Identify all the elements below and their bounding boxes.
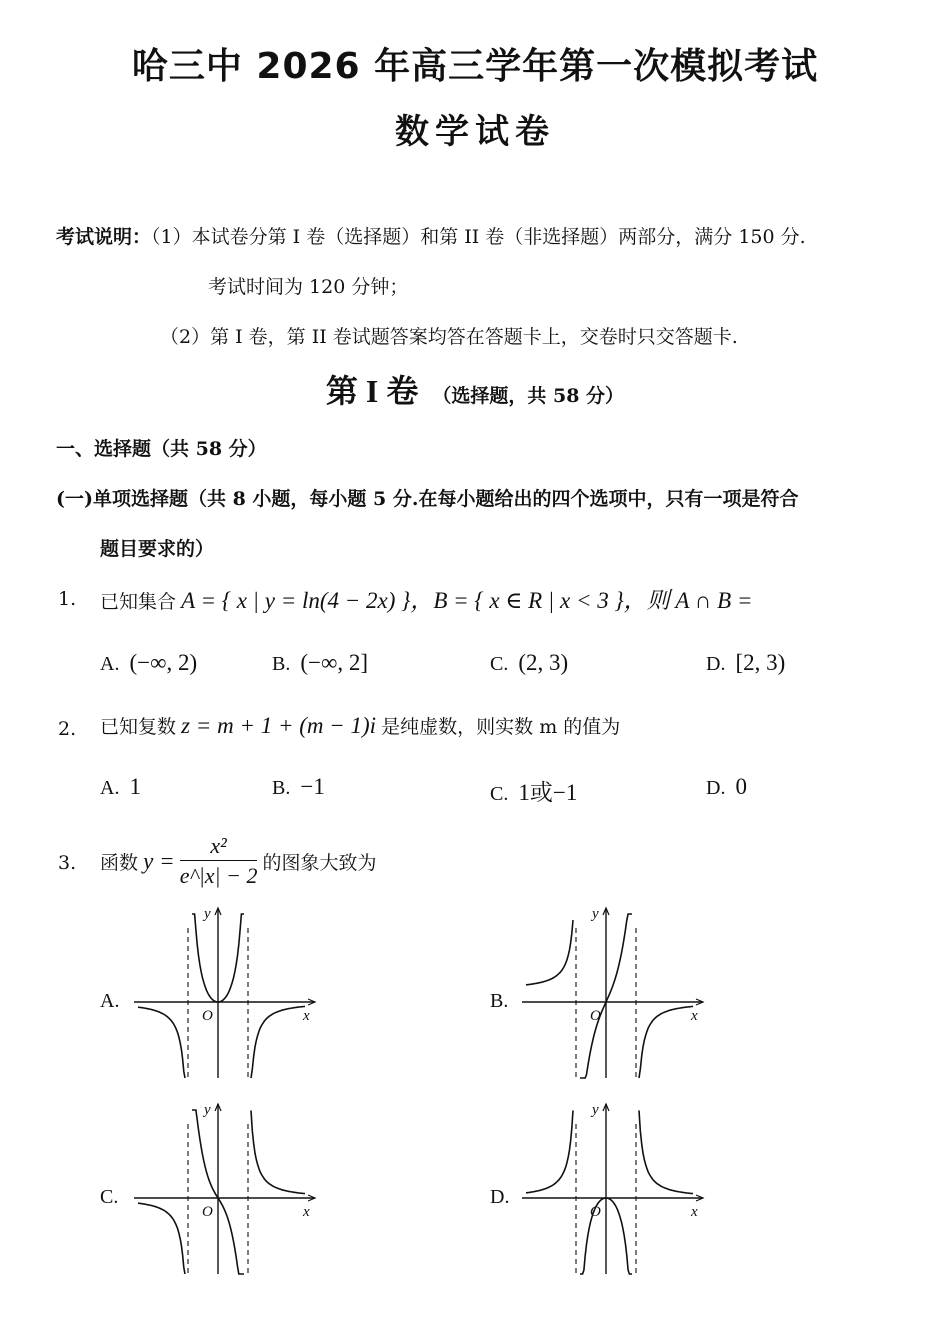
question-1-stem-math: A = { x | y = ln(4 − 2x) }，B = { x ∈ R | x < 3 }，则 A ∩ B = bbox=[181, 588, 753, 613]
question-1-number: 1. bbox=[58, 588, 77, 610]
question-2-option-b[interactable] bbox=[272, 774, 325, 800]
x-axis-label: x bbox=[303, 1008, 310, 1024]
part-heading: 一、选择题（共 58 分） bbox=[56, 438, 267, 460]
option-text: 1或−1 bbox=[518, 780, 578, 805]
question-1-option-a[interactable] bbox=[100, 650, 197, 676]
x-axis-label: x bbox=[303, 1204, 310, 1220]
option-text: (−∞, 2] bbox=[300, 650, 369, 675]
option-label: A. bbox=[100, 653, 120, 675]
option-label: B. bbox=[490, 990, 509, 1012]
option-label: D. bbox=[706, 653, 726, 675]
option-text: −1 bbox=[300, 774, 325, 799]
section-title bbox=[0, 366, 950, 412]
instructions-item-1-cont: 考试时间为 120 分钟； bbox=[208, 276, 409, 298]
option-text: (2, 3) bbox=[518, 650, 569, 675]
question-3-stem-prefix: 函数 bbox=[100, 852, 139, 874]
instructions-item-2: （2）第 I 卷，第 II 卷试题答案均答在答题卡上，交卷时只交答题卡. bbox=[160, 326, 738, 348]
subpart-heading-line-2: 题目要求的） bbox=[100, 538, 215, 560]
option-label: B. bbox=[272, 653, 291, 675]
y-axis-label: y bbox=[592, 906, 599, 922]
graph-c bbox=[130, 1102, 320, 1282]
question-1-option-b[interactable] bbox=[272, 650, 368, 676]
curve-left bbox=[526, 1110, 573, 1192]
option-label: B. bbox=[272, 777, 291, 799]
curve-left bbox=[526, 920, 573, 985]
question-3-number: 3. bbox=[58, 852, 77, 874]
instructions-item-1: （1）本试卷分第 I 卷（选择题）和第 II 卷（非选择题）两部分，满分 150 分. bbox=[151, 226, 806, 248]
origin-label: O bbox=[202, 1204, 213, 1220]
fraction-numerator: x² bbox=[180, 832, 258, 861]
question-1-option-d[interactable] bbox=[706, 650, 785, 676]
question-2-stem bbox=[100, 712, 620, 739]
page-subtitle: 数学试卷 bbox=[395, 112, 555, 152]
option-label: C. bbox=[100, 1186, 119, 1208]
subpart-heading-line-1: (一)单项选择题（共 8 小题，每小题 5 分.在每小题给出的四个选项中，只有一项是符合 bbox=[56, 488, 799, 510]
curve-left bbox=[138, 1007, 185, 1078]
option-text: (−∞, 2) bbox=[129, 650, 198, 675]
option-label: C. bbox=[490, 783, 509, 805]
origin-label: O bbox=[590, 1204, 601, 1220]
curve-right bbox=[251, 1110, 305, 1193]
x-axis-label: x bbox=[691, 1008, 698, 1024]
question-1-option-c[interactable] bbox=[490, 650, 568, 676]
question-2-stem-math: z = m + 1 + (m − 1)i bbox=[181, 713, 377, 738]
graph-a bbox=[130, 906, 320, 1086]
question-3-fraction bbox=[180, 832, 258, 891]
option-label: D. bbox=[706, 777, 726, 799]
option-label: C. bbox=[490, 653, 509, 675]
option-text: [2, 3) bbox=[735, 650, 786, 675]
question-2-option-d[interactable] bbox=[706, 774, 747, 800]
curve-right bbox=[639, 1006, 693, 1078]
section-title-note: （选择题，共 58 分） bbox=[432, 385, 625, 407]
y-axis-label: y bbox=[592, 1102, 599, 1118]
option-label: A. bbox=[100, 990, 120, 1012]
question-1-stem-prefix: 已知集合 bbox=[100, 591, 177, 613]
page-title: 哈三中 2026 年高三学年第一次模拟考试 bbox=[131, 46, 819, 87]
question-3-option-c[interactable] bbox=[100, 1184, 128, 1209]
y-axis-label: y bbox=[204, 906, 211, 922]
graph-b bbox=[518, 906, 708, 1086]
option-text: 0 bbox=[735, 774, 747, 799]
curve-right bbox=[251, 1006, 305, 1078]
y-axis-label: y bbox=[204, 1102, 211, 1118]
origin-label: O bbox=[590, 1008, 601, 1024]
instructions-line-1 bbox=[56, 222, 806, 249]
graph-d bbox=[518, 1102, 708, 1282]
origin-label: O bbox=[202, 1008, 213, 1024]
question-3-option-d[interactable] bbox=[490, 1184, 519, 1209]
option-label: D. bbox=[490, 1186, 510, 1208]
question-2-stem-prefix: 已知复数 bbox=[100, 716, 177, 738]
question-1-stem bbox=[100, 582, 752, 615]
x-axis-label: x bbox=[691, 1204, 698, 1220]
instructions-label: 考试说明： bbox=[56, 226, 152, 248]
question-2-number: 2. bbox=[58, 718, 77, 740]
question-3-stem bbox=[100, 832, 377, 891]
option-label: A. bbox=[100, 777, 120, 799]
fraction-denominator: e^|x| − 2 bbox=[179, 863, 258, 888]
curve-left bbox=[138, 1203, 185, 1274]
option-text: 1 bbox=[129, 774, 141, 799]
question-2-option-a[interactable] bbox=[100, 774, 141, 800]
question-3-stem-suffix: 的图象大致为 bbox=[262, 852, 377, 874]
question-3-option-a[interactable] bbox=[100, 988, 129, 1013]
question-3-stem-lhs: y = bbox=[143, 848, 175, 874]
curve-right bbox=[639, 1110, 693, 1193]
section-title-main: 第 I 卷 bbox=[325, 373, 419, 409]
question-2-stem-suffix: 是纯虚数，则实数 m 的值为 bbox=[381, 716, 621, 738]
question-2-option-c[interactable] bbox=[490, 774, 577, 807]
question-3-option-b[interactable] bbox=[490, 988, 518, 1013]
